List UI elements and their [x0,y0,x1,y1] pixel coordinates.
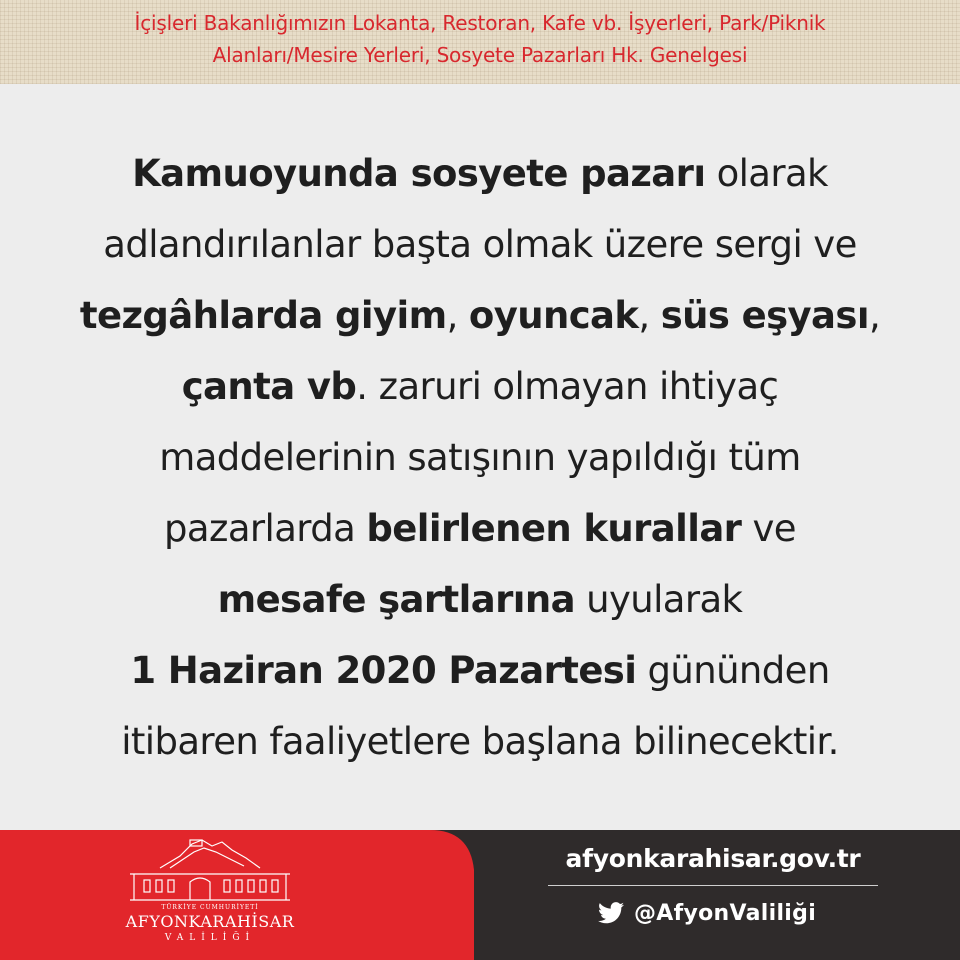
bold-text: belirlenen kurallar [366,507,742,550]
bold-text: oyuncak [468,294,639,337]
normal-text: olarak [705,152,828,195]
normal-text: adlandırılanlar başta olmak üzere sergi ve [103,223,857,266]
text-line-5 [0,422,960,493]
normal-text: maddelerinin satışının yapıldığı tüm [159,436,801,479]
bold-text: 1 Haziran 2020 Pazartesi [130,649,637,692]
normal-text: . zaruri olmayan ihtiyaç [356,365,779,408]
announcement-text [0,138,960,777]
twitter-icon [598,902,624,924]
normal-text: gününden [636,649,830,692]
twitter-handle-link[interactable] [598,896,816,930]
normal-text: pazarlarda [164,507,367,550]
text-line-9 [0,706,960,777]
bold-text: mesafe şartlarına [217,578,575,621]
normal-text: , [638,294,661,337]
normal-text: , [868,294,881,337]
normal-text: ve [741,507,796,550]
website-link[interactable]: afyonkarahisar.gov.tr [565,844,861,873]
header-line-1: İçişleri Bakanlığımızın Lokanta, Restoran, Kafe vb. İşyerleri, Park/Piknik [134,11,826,35]
logo-title: AFYONKARAHİSAR [125,912,295,931]
logo-subtitle: VALİLİĞİ [164,933,256,943]
bold-text: Kamuoyunda sosyete pazarı [132,152,706,195]
bold-text: süs eşyası [660,294,869,337]
text-line-1 [0,138,960,209]
valilik-logo [120,838,300,950]
text-line-4 [0,351,960,422]
text-line-2 [0,209,960,280]
header-banner [0,0,960,84]
bold-text: tezgâhlarda giyim [79,294,447,337]
text-line-8 [0,635,960,706]
header-line-2: Alanları/Mesire Yerleri, Sosyete Pazarları Hk. Genelgesi [212,43,748,67]
text-line-7 [0,564,960,635]
text-line-6 [0,493,960,564]
normal-text: uyularak [574,578,743,621]
valilik-logo-icon [120,838,300,904]
text-line-3 [0,280,960,351]
twitter-handle-text: @AfyonValiliği [634,900,817,926]
normal-text: , [446,294,469,337]
bold-text: çanta vb [181,365,357,408]
footer-divider [548,885,878,886]
normal-text: itibaren faaliyetlere başlana bilinecektir. [121,720,839,763]
logo-small-text: TÜRKİYE CUMHURİYETİ [161,904,259,911]
